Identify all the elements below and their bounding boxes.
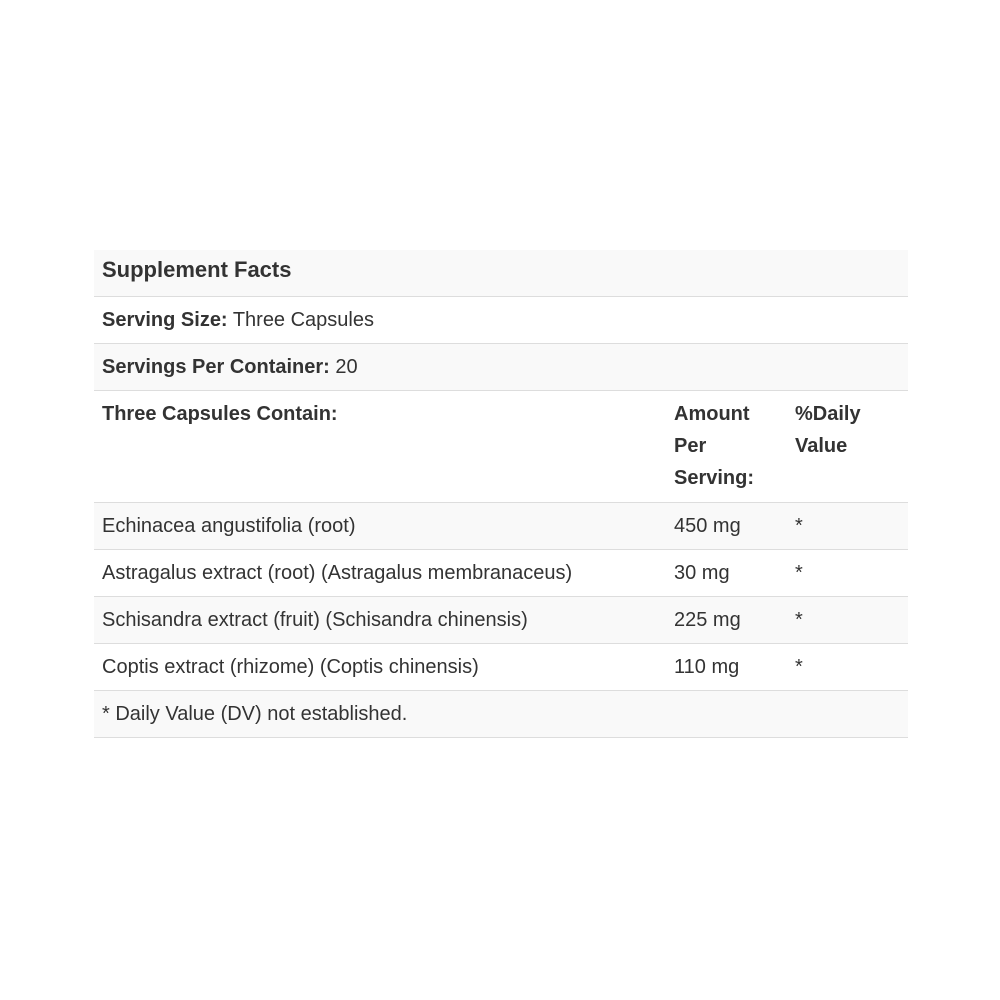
column-header-row bbox=[94, 391, 908, 503]
ingredient-daily-value: * bbox=[795, 562, 803, 584]
serving-size bbox=[94, 297, 908, 343]
column-header-dv-line: Value bbox=[795, 435, 848, 457]
column-header-dv-line: %Daily bbox=[795, 403, 861, 425]
ingredient-daily-value: * bbox=[795, 609, 803, 631]
serving-size-row bbox=[94, 297, 908, 344]
ingredient-amount: 225 mg bbox=[674, 609, 741, 631]
panel-title: Supplement Facts bbox=[102, 257, 292, 282]
column-header-amount-line: Amount bbox=[674, 403, 750, 425]
servings-per-container-row bbox=[94, 344, 908, 391]
ingredient-name: Echinacea angustifolia (root) bbox=[102, 515, 356, 537]
title-row bbox=[94, 250, 908, 297]
supplement-facts-table bbox=[94, 250, 908, 738]
servings-per-container bbox=[94, 344, 908, 390]
ingredient-name: Astragalus extract (root) (Astragalus membranaceus) bbox=[102, 562, 573, 584]
column-header-daily-value bbox=[787, 391, 908, 502]
ingredient-name: Schisandra extract (fruit) (Schisandra chinensis) bbox=[102, 609, 528, 631]
ingredient-name: Coptis extract (rhizome) (Coptis chinensis) bbox=[102, 656, 479, 678]
footnote-row bbox=[94, 691, 908, 738]
ingredient-row bbox=[94, 597, 908, 644]
serving-size-label: Serving Size: bbox=[102, 309, 228, 331]
ingredient-row bbox=[94, 550, 908, 597]
column-header-name: Three Capsules Contain: bbox=[102, 403, 338, 425]
ingredient-row bbox=[94, 503, 908, 550]
serving-size-value: Three Capsules bbox=[232, 309, 374, 331]
ingredient-daily-value: * bbox=[795, 656, 803, 678]
ingredient-row bbox=[94, 644, 908, 691]
column-header-amount-line: Per bbox=[674, 435, 707, 457]
servings-per-container-label: Servings Per Container: bbox=[102, 356, 330, 378]
ingredient-amount: 30 mg bbox=[674, 562, 730, 584]
column-header-amount-line: Serving: bbox=[674, 467, 755, 489]
ingredient-amount: 450 mg bbox=[674, 515, 741, 537]
column-header-amount bbox=[666, 391, 787, 502]
ingredient-amount: 110 mg bbox=[674, 656, 740, 678]
servings-per-container-value: 20 bbox=[335, 356, 358, 378]
footnote: * Daily Value (DV) not established. bbox=[102, 703, 408, 725]
ingredient-daily-value: * bbox=[795, 515, 803, 537]
